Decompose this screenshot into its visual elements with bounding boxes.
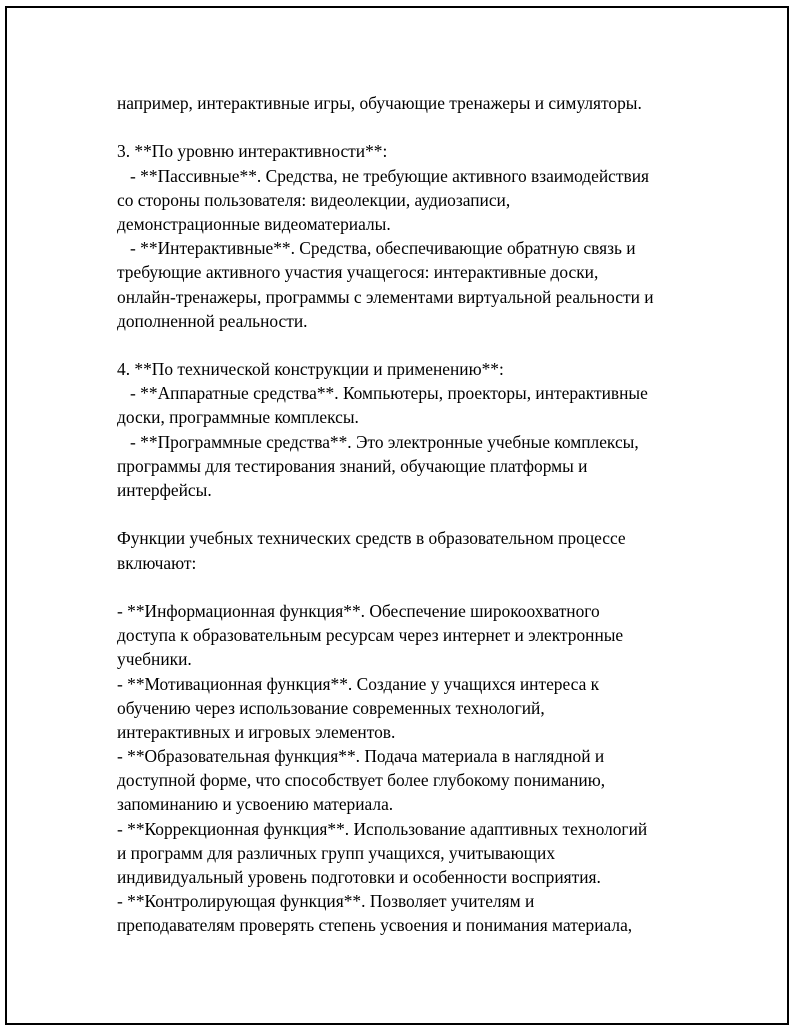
text-line: со стороны пользователя: видеолекции, аудиозаписи, xyxy=(117,189,511,210)
text-line: и программ для различных групп учащихся, учитывающих xyxy=(117,842,556,863)
paragraph-gap xyxy=(117,575,707,599)
text-line: - **Мотивационная функция**. Создание у учащихся интереса к xyxy=(117,673,600,694)
text-line: доски, программные комплексы. xyxy=(117,407,359,428)
text-line: - **Аппаратные средства**. Компьютеры, проекторы, интерактивные xyxy=(117,383,648,404)
text-line: 3. **По уровню интерактивности**: xyxy=(117,141,388,162)
text-line: дополненной реальности. xyxy=(117,310,308,331)
text-line: 4. **По технической конструкции и применению**: xyxy=(117,359,504,380)
text-line: - **Коррекционная функция**. Использование адаптивных технологий xyxy=(117,818,648,839)
paragraph xyxy=(117,599,707,938)
text-line: обучению через использование современных технологий, xyxy=(117,697,545,718)
paragraph-gap xyxy=(117,333,707,357)
paragraph xyxy=(117,91,707,115)
text-line: демонстрационные видеоматериалы. xyxy=(117,213,391,234)
text-line: - **Пассивные**. Средства, не требующие активного взаимодействия xyxy=(117,165,650,186)
document-body xyxy=(117,91,707,938)
text-line: учебники. xyxy=(117,649,192,670)
paragraph-gap xyxy=(117,115,707,139)
text-line: - **Образовательная функция**. Подача материала в наглядной и xyxy=(117,746,605,767)
text-line: доступной форме, что способствует более глубокому пониманию, xyxy=(117,770,606,791)
paragraph xyxy=(117,139,707,333)
text-line: индивидуальный уровень подготовки и особенности восприятия. xyxy=(117,867,601,887)
text-line: - **Информационная функция**. Обеспечение широкоохватного xyxy=(117,600,600,621)
text-line: включают: xyxy=(117,552,197,573)
text-line: запоминанию и усвоению материала. xyxy=(117,794,394,815)
text-line: например, интерактивные игры, обучающие тренажеры и симуляторы. xyxy=(117,93,642,113)
text-line: - **Контролирующая функция**. Позволяет учителям и xyxy=(117,891,535,912)
paragraph-gap xyxy=(117,502,707,526)
text-line: интерфейсы. xyxy=(117,480,212,500)
text-line: требующие активного участия учащегося: интерактивные доски, xyxy=(117,262,599,283)
text-line: интерактивных и игровых элементов. xyxy=(117,721,396,742)
text-line: - **Интерактивные**. Средства, обеспечивающие обратную связь и xyxy=(117,238,636,259)
text-line: программы для тестирования знаний, обучающие платформы и xyxy=(117,455,588,476)
text-line: онлайн-тренажеры, программы с элементами виртуальной реальности и xyxy=(117,286,654,307)
text-line: - **Программные средства**. Это электронные учебные комплексы, xyxy=(117,431,639,452)
paragraph xyxy=(117,357,707,502)
paragraph xyxy=(117,526,707,574)
text-line: доступа к образовательным ресурсам через интернет и электронные xyxy=(117,625,624,646)
text-line: преподавателям проверять степень усвоения и понимания материала, xyxy=(117,915,633,936)
text-line: Функции учебных технических средств в образовательном процессе xyxy=(117,528,626,549)
